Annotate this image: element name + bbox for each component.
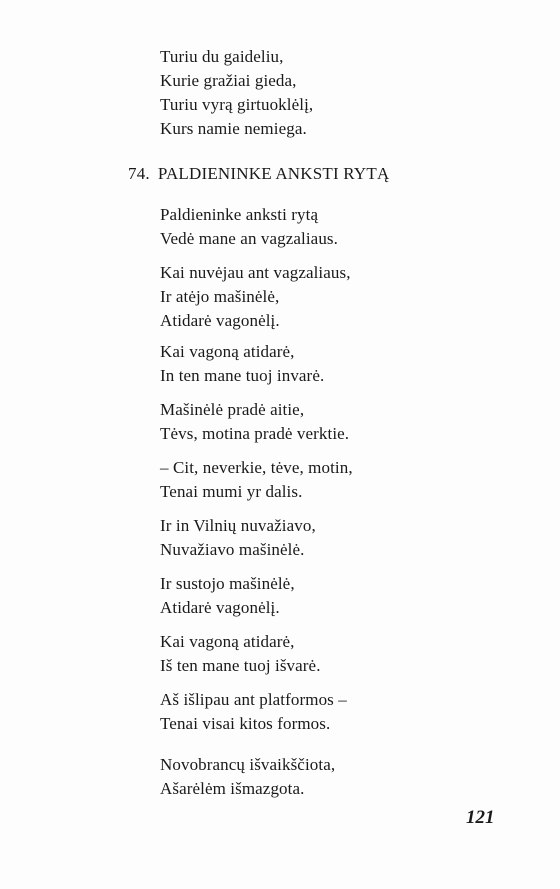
verse-line: Tenai visai kitos formos. bbox=[160, 714, 331, 733]
verse-line: In ten mane tuoj invarė. bbox=[160, 366, 325, 385]
stanza bbox=[160, 514, 316, 562]
stanza bbox=[160, 203, 338, 251]
verse-line: Mašinėlė pradė aitie, bbox=[160, 400, 305, 419]
stanza bbox=[160, 398, 349, 446]
verse-line: Novobrancų išvaikščiota, bbox=[160, 755, 336, 774]
stanza bbox=[160, 688, 347, 736]
song-title: PALDIENINKE ANKSTI RYTĄ bbox=[157, 164, 390, 183]
verse-line: Atidarė vagonėlį. bbox=[160, 311, 280, 330]
verse-line: Tenai mumi yr dalis. bbox=[160, 482, 303, 501]
verse-line: Ir sustojo mašinėlė, bbox=[160, 574, 295, 593]
verse-line: Vedė mane an vagzaliaus. bbox=[160, 229, 338, 248]
verse-line: Turiu du gaideliu, bbox=[160, 47, 284, 66]
stanza bbox=[160, 340, 324, 388]
song-heading bbox=[128, 162, 389, 186]
verse-line: Ašarėlėm išmazgota. bbox=[160, 779, 305, 798]
verse-line: Tėvs, motina pradė verktie. bbox=[160, 424, 350, 443]
stanza bbox=[160, 630, 321, 678]
stanza bbox=[160, 456, 353, 504]
verse-line: Ir atėjo mašinėlė, bbox=[160, 287, 280, 306]
song-number: 74. bbox=[128, 164, 150, 183]
verse-line: Kai vagoną atidarė, bbox=[160, 632, 295, 651]
verse-line: Kai vagoną atidarė, bbox=[160, 342, 295, 361]
verse-line: Paldieninke anksti rytą bbox=[160, 205, 319, 224]
stanza bbox=[160, 753, 335, 801]
verse-line: Nuvažiavo mašinėlė. bbox=[160, 540, 305, 559]
verse-line: Kurs namie nemiega. bbox=[160, 119, 307, 138]
page-number: 121 bbox=[466, 807, 495, 828]
verse-line: Atidarė vagonėlį. bbox=[160, 598, 280, 617]
stanza bbox=[160, 572, 295, 620]
verse-line: Ir in Vilnių nuvažiavo, bbox=[160, 516, 316, 535]
verse-line: Kai nuvėjau ant vagzaliaus, bbox=[160, 263, 351, 282]
verse-line: Turiu vyrą girtuoklėlį, bbox=[160, 95, 314, 114]
verse-line: Kurie gražiai gieda, bbox=[160, 71, 297, 90]
stanza bbox=[160, 261, 351, 333]
verse-line: Iš ten mane tuoj išvarė. bbox=[160, 656, 321, 675]
verse-line: Aš išlipau ant platformos – bbox=[160, 690, 347, 709]
previous-song-stanza bbox=[160, 45, 313, 141]
verse-line: – Cit, neverkie, tėve, motin, bbox=[160, 458, 353, 477]
